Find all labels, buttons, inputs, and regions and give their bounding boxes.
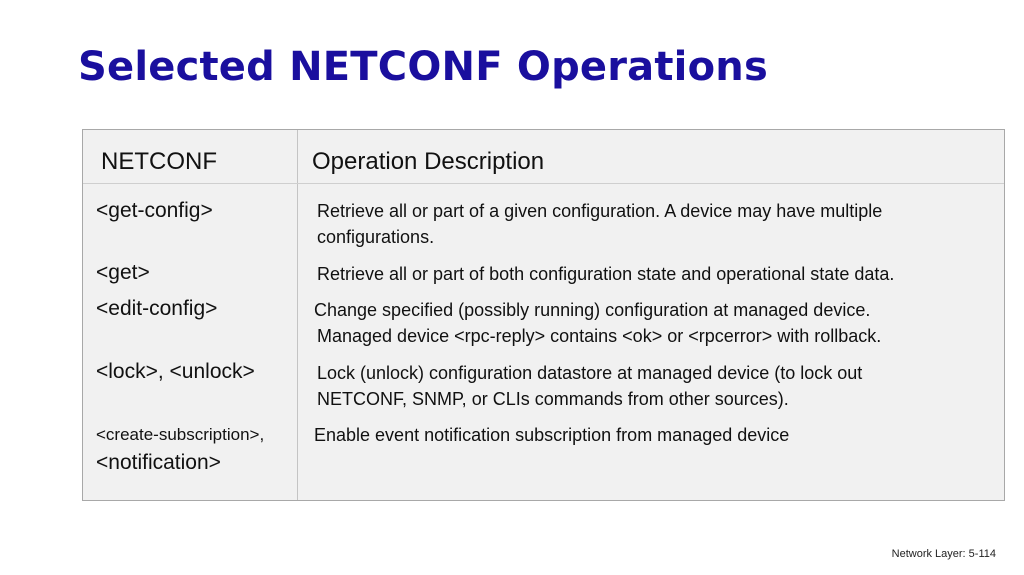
description-lock-line-2: NETCONF, SNMP, or CLIs commands from other sources).: [317, 389, 789, 409]
description-edit-config-line-1: Change specified (possibly running) configuration at managed device.: [314, 300, 871, 320]
description-get-config-line-2: configurations.: [317, 227, 435, 247]
column-divider: [297, 130, 298, 500]
description-lock-line-1: Lock (unlock) configuration datastore at managed device (to lock out: [317, 363, 863, 383]
command-get-config: <get-config>: [96, 199, 213, 222]
description-get: Retrieve all or part of both configuration state and operational state data.: [317, 264, 895, 284]
description-get-config-line-1: Retrieve all or part of a given configuration. A device may have multiple: [317, 201, 883, 221]
header-netconf: NETCONF: [101, 148, 217, 175]
command-notification: <notification>: [96, 451, 221, 474]
description-subscription: Enable event notification subscription from managed device: [314, 425, 790, 445]
slide-footer: Network Layer: 5-114: [891, 548, 996, 560]
command-edit-config: <edit-config>: [96, 297, 218, 320]
command-lock-unlock: <lock>, <unlock>: [96, 360, 255, 383]
command-get: <get>: [96, 261, 150, 284]
description-edit-config-line-2: Managed device <rpc-reply> contains <ok> or <rpcerror> with rollback.: [317, 326, 882, 346]
operations-table: [82, 129, 1005, 501]
header-divider: [83, 183, 1004, 184]
command-create-subscription: <create-subscription>,: [96, 425, 265, 444]
slide-title: Selected NETCONF Operations: [78, 44, 768, 90]
header-operation-description: Operation Description: [312, 148, 545, 175]
